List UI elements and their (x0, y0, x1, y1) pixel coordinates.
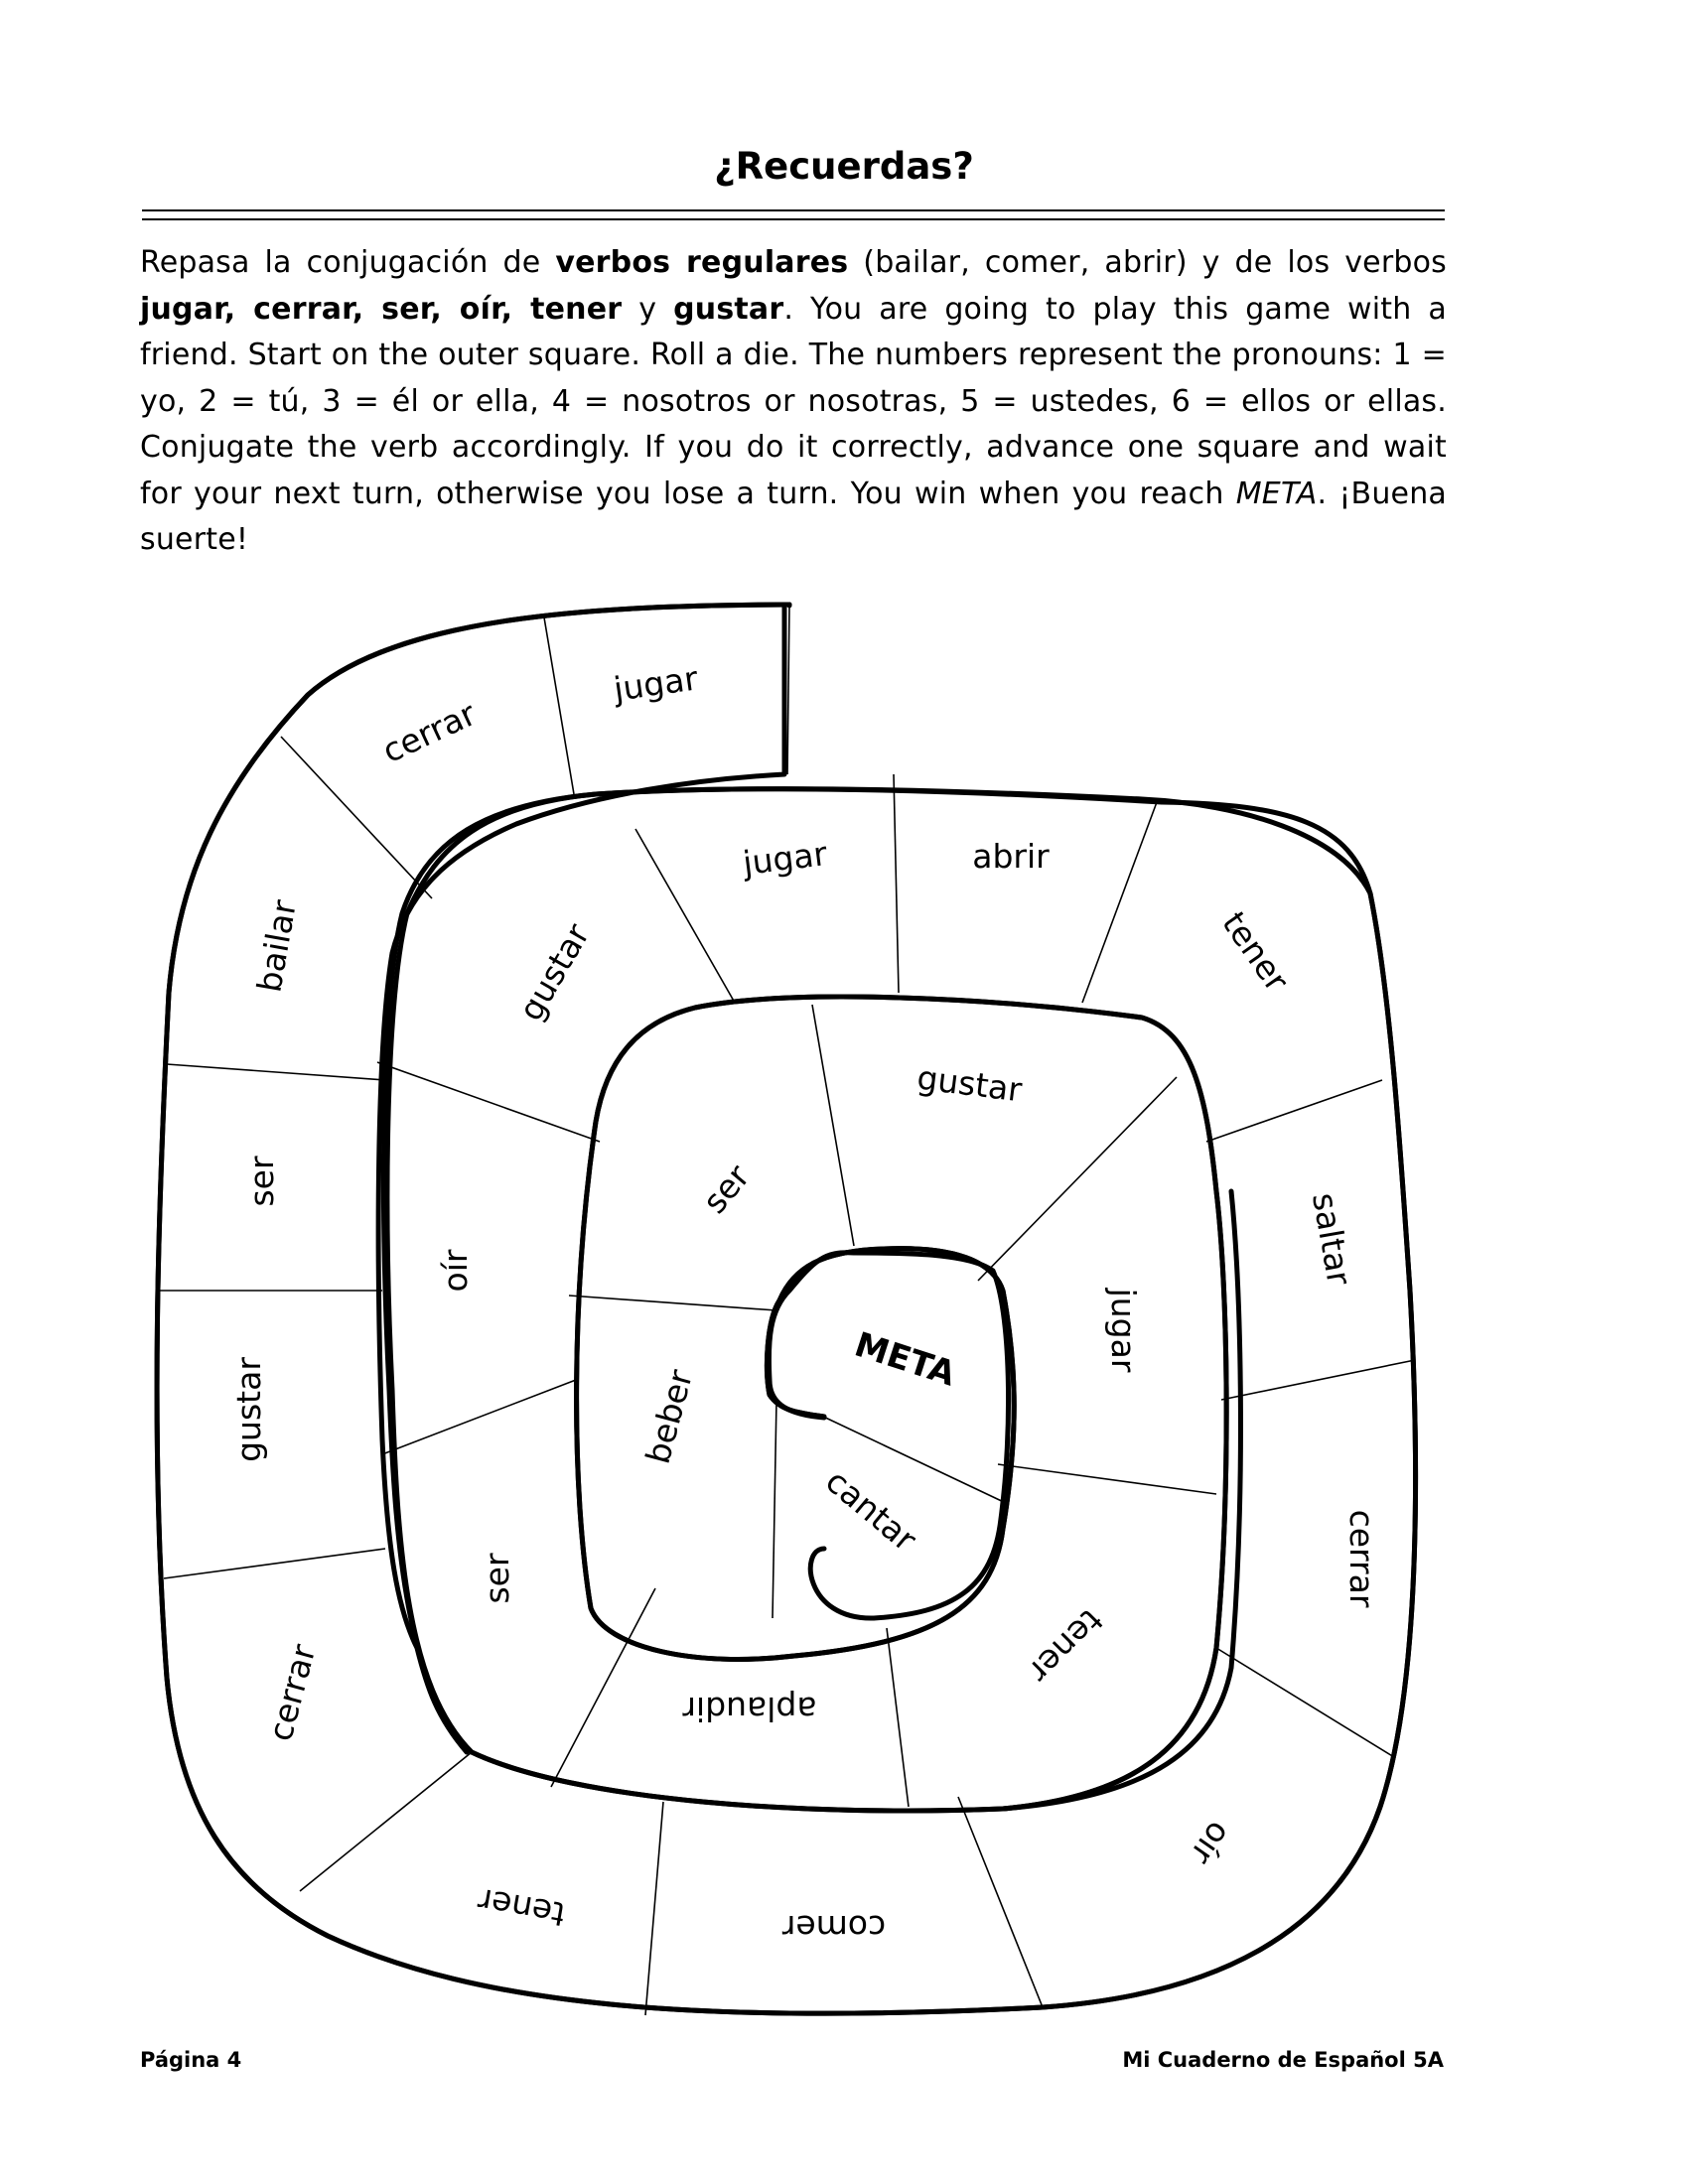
goal-label: META (849, 1324, 961, 1395)
space-label: comer (781, 1908, 887, 1947)
space-label: ser (694, 1157, 758, 1221)
instructions-text-4: . You are going to play this game with a friend. Start on the outer square. Roll a die. The numbers represent the pronouns: 1 = yo, 2 = tú, 3 = él or ella, 4 = nosotros or nosotras, 5 = ustedes, 6 = ellos or ellas. Conjugate the verb accordingly. If you do it correctly, advance one square and wait for your next turn, otherwise you lose a turn. You win when you reach (140, 291, 1447, 511)
space-label: jugar (1104, 1288, 1143, 1373)
space-label: ser (242, 1156, 281, 1207)
space-label: oír (1183, 1814, 1239, 1872)
page-number: Página 4 (140, 2048, 242, 2072)
board-inner-boundary (378, 605, 1370, 1809)
board-rings (157, 605, 1416, 2013)
space-label: cerrar (1342, 1509, 1381, 1608)
instructions-text-2: (bailar, comer, abrir) y de los verbos (848, 245, 1447, 280)
space-label: gustar (914, 1057, 1025, 1110)
space-label: aplaudir (682, 1690, 817, 1728)
space-label: tener (475, 1880, 568, 1935)
space-label: gustar (229, 1357, 268, 1462)
space-label: tener (1021, 1601, 1111, 1692)
instructions-italic-meta: META (1235, 476, 1318, 511)
space-label: bailar (249, 896, 304, 996)
space-label: beber (637, 1365, 701, 1468)
space-label: ser (478, 1553, 516, 1604)
space-label: oír (436, 1249, 475, 1293)
space-label: gustar (510, 916, 598, 1027)
space-label: cerrar (260, 1640, 324, 1745)
space-label: tener (1214, 904, 1297, 999)
instructions-text-3: y (622, 291, 674, 327)
instructions-bold-2: jugar, cerrar, ser, oír, tener (140, 291, 623, 327)
space-label: jugar (741, 834, 830, 884)
instructions-bold-3: gustar (673, 291, 784, 327)
space-label: abrir (972, 837, 1050, 876)
space-label: jugar (611, 658, 701, 709)
space-label: saltar (1305, 1189, 1359, 1289)
book-title: Mi Cuaderno de Español 5A (1122, 2048, 1444, 2072)
instructions-text-1: Repasa la conjugación de (140, 245, 556, 280)
space-label: cerrar (376, 694, 483, 771)
space-label: cantar (818, 1461, 924, 1560)
instructions-text-5: . ¡Buena suerte! (140, 476, 1448, 557)
instructions-bold-1: verbos regulares (555, 245, 849, 280)
goal-boundary (769, 1253, 1008, 1618)
page-title: ¿Recuerdas? (714, 145, 974, 188)
ring-1-inner (383, 789, 1226, 1811)
